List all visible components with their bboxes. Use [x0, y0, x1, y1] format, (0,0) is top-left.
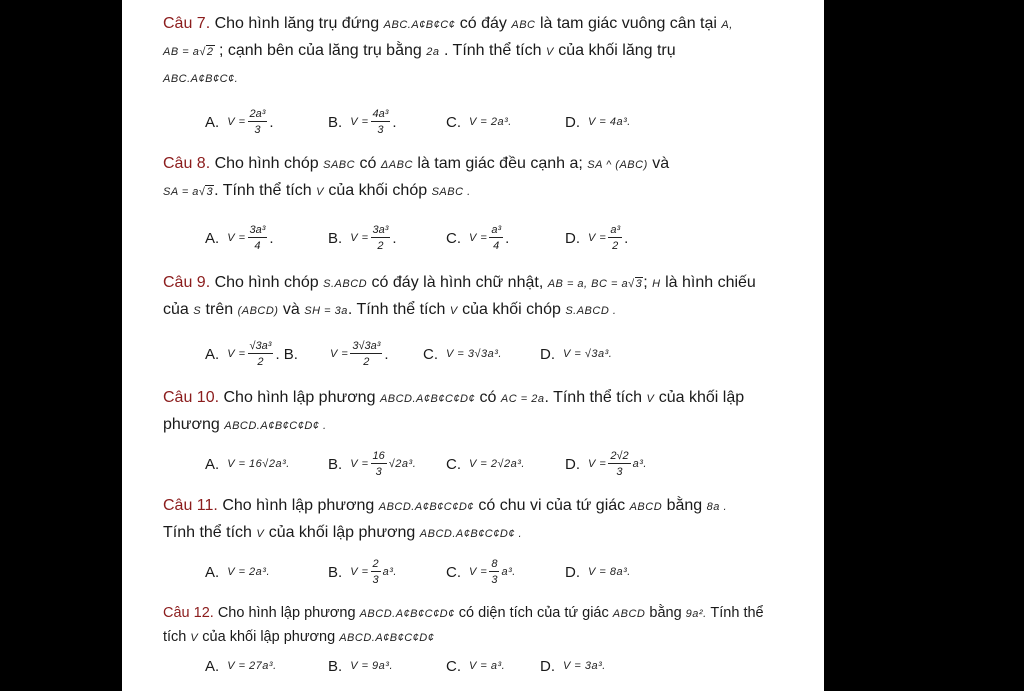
option-c[interactable]: C. V = a³. — [446, 657, 506, 675]
document-page — [122, 0, 824, 691]
question-7: Câu 7. Cho hình lăng trụ đứng ABC.A¢B¢C¢ có đáy ABC là tam giác vuông cân tại A, AB = a√2 ; cạnh bên của lăng trụ bằng 2a . Tính thể tích V của khối lăng trụ ABC.A¢B¢C¢. — [163, 15, 733, 85]
option-d[interactable]: D. V = 4a³. — [565, 113, 631, 131]
option-c[interactable]: C. V = 2√2a³. — [446, 455, 525, 473]
question-number: Câu 12. — [163, 605, 214, 621]
question-9: Câu 9. Cho hình chóp S.ABCD có đáy là hình chữ nhật, AB = a, BC = a√3; H là hình chiếu của S trên (ABCD) và SH = 3a. Tính thể tích V của khối chóp S.ABCD . — [163, 274, 756, 318]
question-number: Câu 10. — [163, 389, 220, 406]
option-d[interactable]: D. V = √3a³. — [540, 345, 613, 363]
question-8: Câu 8. Cho hình chóp SABC có ΔABC là tam giác đều cạnh a; SA ^ (ABC) và SA = a√3. Tính thể tích V của khối chóp SABC . — [163, 155, 670, 199]
option-d[interactable]: D. V = $\frac{\text{a³}}{2}$ . — [565, 224, 629, 252]
option-a[interactable]: A. V = $\frac{\text{2a³}}{3}$ . — [205, 108, 274, 136]
option-c[interactable]: C. V = $\frac{8}{3}$ a³. — [446, 558, 516, 586]
question-number: Câu 9. — [163, 274, 211, 291]
option-c[interactable]: C. V = 2a³. — [446, 113, 512, 131]
option-b[interactable]: B. V = 9a³. — [328, 657, 394, 675]
option-c[interactable]: C. V = 3√3a³. — [423, 345, 502, 363]
option-b[interactable]: B. V = $\frac{2}{3}$ a³. — [328, 558, 397, 586]
option-a[interactable]: A. V = $\frac{\text{√3a³}}{2}$ . B. — [205, 340, 298, 368]
question-12: Câu 12. Cho hình lập phương ABCD.A¢B¢C¢D¢ có diện tích của tứ giác ABCD bằng 9a². Tính thể tích V của khối lập phương ABCD.A¢B¢C¢D¢ — [163, 605, 764, 645]
question-11: Câu 11. Cho hình lập phương ABCD.A¢B¢C¢D¢ có chu vi của tứ giác ABCD bằng 8a . Tính thể tích V của khối lập phương ABCD.A¢B¢C¢D¢ . — [163, 497, 728, 541]
option-d[interactable]: D. V = 3a³. — [540, 657, 606, 675]
option-d[interactable]: D. V = 8a³. — [565, 563, 631, 581]
option-a[interactable]: A. V = 16√2a³. — [205, 455, 290, 473]
option-a[interactable]: A. V = 2a³. — [205, 563, 271, 581]
option-b[interactable]: B. V = $\frac{\text{4a³}}{3}$ . — [328, 108, 397, 136]
option-a[interactable]: A. V = $\frac{\text{3a³}}{4}$ . — [205, 224, 274, 252]
question-number: Câu 11. — [163, 497, 218, 514]
question-number: Câu 7. — [163, 15, 211, 32]
option-c[interactable]: C. V = $\frac{\text{a³}}{4}$ . — [446, 224, 510, 252]
question-number: Câu 8. — [163, 155, 211, 172]
option-d[interactable]: D. V = $\frac{2√2}{3}$ a³. — [565, 450, 647, 478]
option-b[interactable]: B. V = $\frac{16}{3}$ √2a³. — [328, 450, 417, 478]
question-10: Câu 10. Cho hình lập phương ABCD.A¢B¢C¢D¢ có AC = 2a. Tính thể tích V của khối lập phương ABCD.A¢B¢C¢D¢ . — [163, 389, 745, 433]
option-b[interactable]: V = $\frac{\text{3√3a³}}{2}$ . — [330, 340, 389, 368]
option-a[interactable]: A. V = 27a³. — [205, 657, 277, 675]
option-b[interactable]: B. V = $\frac{\text{3a³}}{2}$ . — [328, 224, 397, 252]
